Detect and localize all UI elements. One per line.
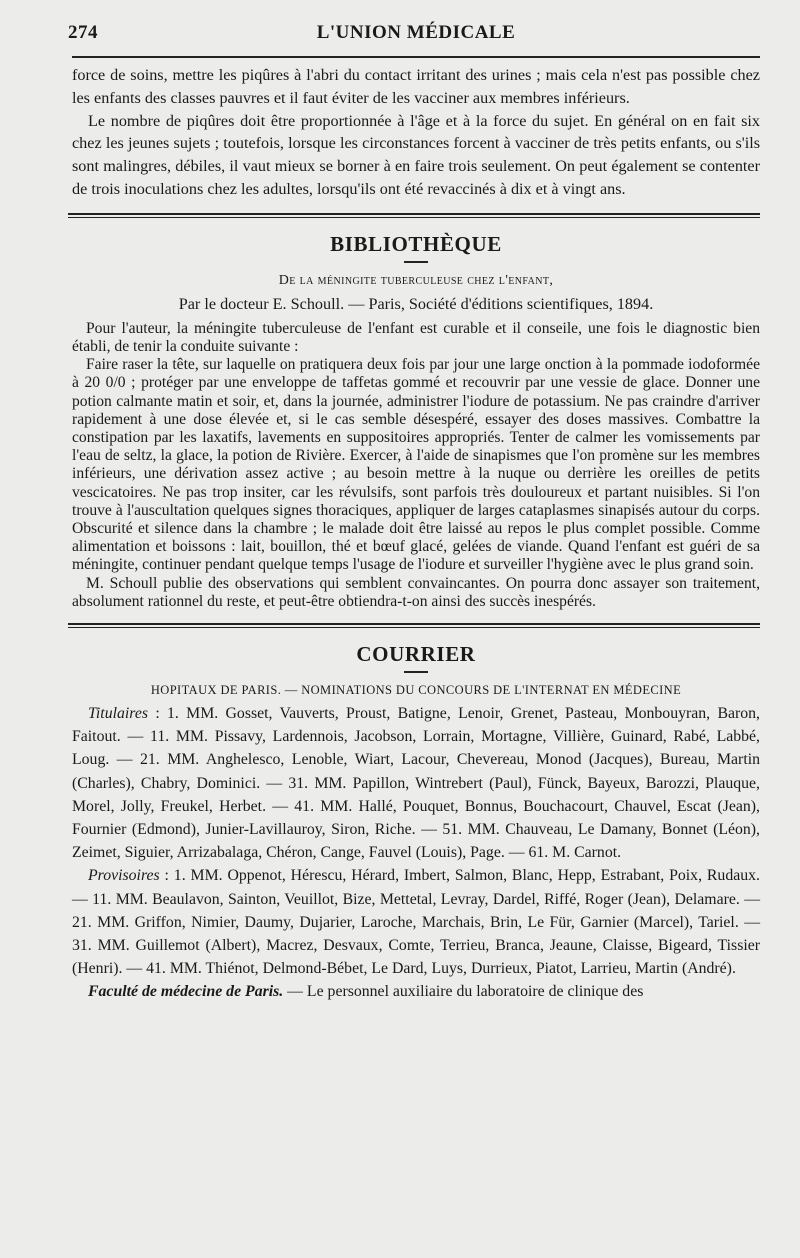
title-dash: [404, 261, 428, 263]
opening-paragraph-1: force de soins, mettre les piqûres à l'abri du contact irritant des urines ; mais cela n'est pas possible chez les enfants des classes pauvres et il faut éviter de les vacciner aux membres inférieurs.: [72, 66, 760, 107]
opening-paragraph-2: Le nombre de piqûres doit être proportionnée à l'âge et à la force du sujet. En général on en fait six chez les jeunes sujets ; toutefois, lorsque les circonstances forcent à vacciner de très petits enfants, ou s'ils sont malingres, débiles, il vaut mieux se borner à en faire trois seulement. On peut également se contenter de trois inoculations chez les adultes, lorsqu'ils ont été revaccinés à dix et à vingt ans.: [72, 111, 760, 198]
provisoires-label: Provisoires: [88, 867, 160, 885]
internat-subhead: HOPITAUX DE PARIS. — NOMINATIONS DU CONCOURS DE L'INTERNAT EN MÉDECINE: [150, 683, 682, 698]
header-rule: [72, 56, 760, 58]
book-title: De la méningite tuberculeuse chez l'enfant,: [278, 272, 554, 288]
review-paragraph-2: Faire raser la tête, sur laquelle on pratiquera deux fois par jour une large onction à la pommade iodoformée à 20 0/0 ; protéger par une enveloppe de taffetas gommé et recouvrir par une vessie de glace. Donner une potion calmante matin et soir, et, dans la journée, administrer l'iodure de potassium. Ne pas craindre d'arriver rapidement à une dose élevée et, si le cas semble désespéré, essayer des doses massives. Combattre la constipation par les laxatifs, lavements en suppositoires appropriés. Tenter de calmer les vomissements par l'eau de seltz, la glace, la potion de Rivière. Exercer, à l'aide de sinapismes que l'on promène sur les membres inférieurs, une dérivation assez active ; au besoin mettre à la nuque ou derrière les oreilles de petits vescicatoires. Ne pas trop insiter, car les révulsifs, sont parfois très douloureux et partant nuisibles. Si l'on trouve à l'auscultation quelques signes thoraciques, appliquer de larges cataplasmes sinapisés autour du corps. Obscurité et silence dans la chambre ; le malade doit être laissé au repos le plus complet possible. Comme alimentation et boissons : lait, bouillon, thé et bœuf glacé, gelées de viande. Quand l'enfant est guéri de sa méningite, continuer pendant quelque temps l'usage de l'iodure et surveiller l'hygiène avec le plus grand soin.: [72, 356, 760, 574]
review-paragraph-1: Pour l'auteur, la méningite tuberculeuse de l'enfant est curable et il conseile, une fois le diagnostic bien établi, de tenir la conduite suivante :: [72, 319, 760, 355]
section-divider: [68, 623, 760, 628]
titulaires-paragraph: [72, 702, 760, 864]
review-paragraph-3: M. Schoull publie des observations qui semblent convaincantes. On pourra donc assayer son traitement, absolument rationnel du reste, et peut-être obtiendra-t-on ainsi des succès inespérés.: [72, 574, 760, 610]
titulaires-label: Titulaires: [88, 705, 148, 723]
faculty-text: — Le personnel auxiliaire du laboratoire de clinique des: [283, 983, 644, 1001]
titulaires-list: : 1. MM. Gosset, Vauverts, Proust, Batigne, Lenoir, Grenet, Pasteau, Monbouyran, Baron, Faitout. — 11. MM. Pissavy, Lardennois, Jacobson, Lorrain, Mortagne, Villière, Guinard, Rabé, Labbé, Loug. — 21. MM. Anghelesco, Lenoble, Wiart, Lacour, Chevereau, Monod (Jacques), Bureau, Martin (Charles), Chabry, Dominici. — 31. MM. Papillon, Wintrebert (Paul), Fünck, Bayeux, Barozzi, Plauque, Morel, Jolly, Freukel, Herbet. — 41. MM. Hallé, Pouquet, Bonnus, Bouchacourt, Chauvel, Escat (Jean), Fournier (Edmond), Junier-Lavillauroy, Siron, Riche. — 51. MM. Chauveau, Le Damany, Bonnet (Léon), Zeimet, Siguier, Arrizabalaga, Chéron, Cange, Fauvel (Louis), Page. — 61. M. Carnot.: [72, 705, 760, 862]
provisoires-list: : 1. MM. Oppenot, Hérescu, Hérard, Imbert, Salmon, Blanc, Hepp, Estrabant, Poix, Rudaux. — 11. MM. Beaulavon, Sainton, Veuillot, Bize, Mettetal, Levray, Dardel, Riffé, Roger (Jean), Delamare. — 21. MM. Griffon, Nimier, Daumy, Dujarier, Laroche, Marchais, Brin, Le Für, Garnier (Marcel), Tariel. — 31. MM. Guillemot (Albert), Macrez, Desvaux, Comte, Terrieu, Branca, Jeaune, Claisse, Bigeard, Tissier (Henri). — 41. MM. Thiénot, Delmond-Bébet, Le Dard, Luys, Durrieux, Piatot, Larrieu, Martin (André).: [72, 867, 760, 978]
book-citation: Par le docteur E. Schoull. — Paris, Société d'éditions scientifiques, 1894.: [178, 294, 654, 313]
page-header: [68, 22, 760, 52]
faculty-label: Faculté de médecine de Paris.: [88, 983, 284, 1001]
faculty-paragraph: [72, 980, 760, 1003]
provisoires-paragraph: [72, 864, 760, 980]
courrier-title: COURRIER: [356, 642, 476, 667]
page-number: 274: [68, 22, 98, 43]
section-divider: [68, 213, 760, 218]
title-dash: [404, 671, 428, 673]
journal-title: L'UNION MÉDICALE: [316, 22, 516, 43]
bibliotheque-title: BIBLIOTHÈQUE: [330, 231, 502, 256]
